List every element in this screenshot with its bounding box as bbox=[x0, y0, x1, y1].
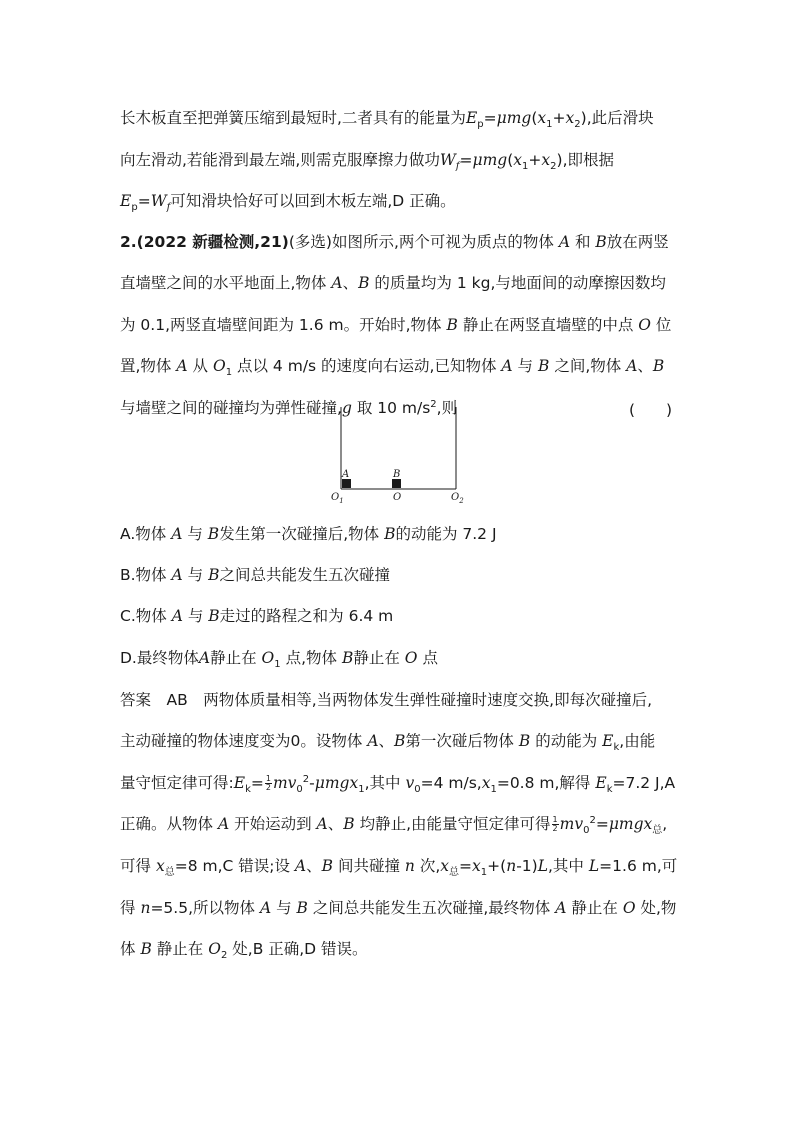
answer-line-2: 主动碰撞的物体速度变为0。设物体 A、B第一次碰后物体 B 的动能为 $E_k$,由能 bbox=[120, 732, 656, 754]
label-b: B bbox=[393, 469, 401, 480]
question-line-4: 置,物体 A 从 $O_1$ 点以 4 m/s 的速度向右运动,已知物体 A 与 B 之间,物体 A、B bbox=[120, 357, 665, 379]
question-line-3: 为 0.1,两竖直墙壁间距为 1.6 m。开始时,物体 B 静止在两竖直墙壁的中点 O 位 bbox=[120, 316, 672, 334]
question-number: 2.(2022 新疆检测,21) bbox=[120, 233, 289, 251]
label-o1: $O_1$ bbox=[331, 492, 344, 505]
block-a bbox=[342, 479, 351, 488]
option-c[interactable]: C.物体 A 与 B走过的路程之和为 6.4 m bbox=[120, 607, 394, 625]
label-o: O bbox=[393, 492, 402, 503]
option-a[interactable]: A.物体 A 与 B发生第一次碰撞后,物体 B的动能为 7.2 J bbox=[120, 525, 497, 543]
answer-line-7: 体 B 静止在 $O_2$ 处,B 正确,D 错误。 bbox=[120, 940, 368, 962]
answer-line-3: 量守恒定律可得$:E_k=$ $\frac{1}{2}$ $mv_0^2-\mu mgx_1$,其中 $v_0=4$ $m/s,x_1=0.8$ m,解得 $E_k=7.2$ J,A bbox=[120, 773, 676, 796]
question-line-1: 2.(2022 新疆检测,21)(多选)如图所示,两个可视为质点的物体 A 和 B放在两竖 bbox=[120, 233, 669, 251]
option-b[interactable]: B.物体 A 与 B之间总共能发生五次碰撞 bbox=[120, 566, 390, 584]
option-d[interactable]: D.最终物体A静止在 $O_1$ 点,物体 B静止在 O 点 bbox=[120, 649, 438, 671]
question-line-2: 直墙壁之间的水平地面上,物体 A、B 的质量均为 1 kg,与地面间的动摩擦因数均 bbox=[120, 274, 666, 292]
prev-line-3: $E_p=W_f$可知滑块恰好可以回到木板左端,D 正确。 bbox=[120, 192, 456, 214]
prev-line-2: 向左滑动,若能滑到最左端,则需克服摩擦力做功$W_f=\mu mg(x_1+x_2)$,即根据 bbox=[120, 151, 615, 173]
answer-bracket: ( ) bbox=[629, 401, 673, 419]
label-o2: $O_2$ bbox=[451, 492, 464, 505]
answer-line-5: 可得 $x_总=8$ m,C 错误;设 A、B 间共碰撞 n 次$,x_总=x_1+(n-1)L$,其中 L=1.6 m,可 bbox=[120, 857, 678, 879]
answer-line-1: 答案 AB 两物体质量相等,当两物体发生弹性碰撞时速度交换,即每次碰撞后, bbox=[120, 691, 653, 709]
answer-line-6: 得 n=5.5,所以物体 A 与 B 之间总共能发生五次碰撞,最终物体 A 静止在 O 处,物 bbox=[120, 899, 677, 917]
question-line-5: 与墙壁之间的碰撞均为弹性碰撞,g 取 10 $m/s^2$,则 bbox=[120, 398, 458, 417]
collision-figure bbox=[325, 405, 475, 505]
prev-line-1: 长木板直至把弹簧压缩到最短时,二者具有的能量为$E_p=\mu mg(x_1+x_2)$,此后滑块 bbox=[120, 109, 654, 131]
answer-line-4: 正确。从物体 A 开始运动到 A、B 均静止,由能量守恒定律可得 $\frac{1}{2}$ $mv_0^2=\mu mgx_总$, bbox=[120, 814, 668, 837]
label-a: A bbox=[342, 469, 350, 480]
block-b bbox=[392, 479, 401, 488]
